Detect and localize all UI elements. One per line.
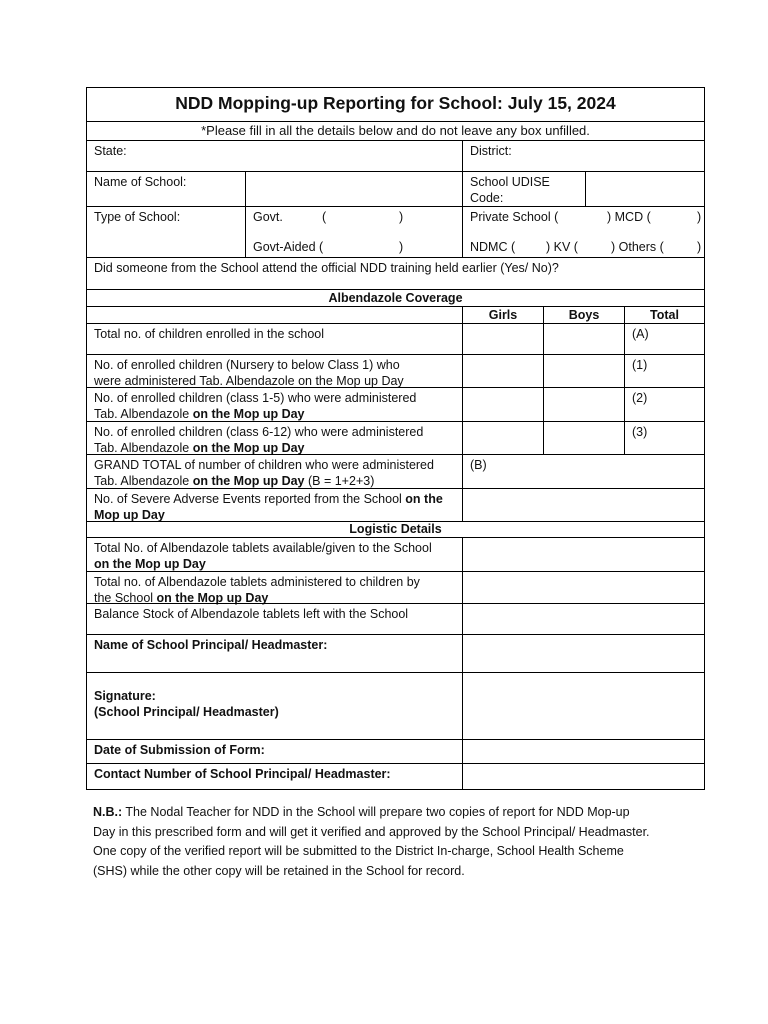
state-field[interactable] <box>87 141 462 171</box>
col-boys: Boys <box>543 307 624 323</box>
form-title: NDD Mopping-up Reporting for School: July 15, 2024 <box>175 93 616 113</box>
class612-label: No. of enrolled children (class 6-12) who were administered Tab. Albendazole on the Mop up Day <box>94 425 424 455</box>
grand-total-input[interactable] <box>462 455 704 488</box>
principal-name-row <box>87 634 704 672</box>
class15-mark: (2) <box>632 391 648 405</box>
govt-option[interactable]: Govt. <box>253 210 283 224</box>
nursery-mark: (1) <box>632 358 648 372</box>
sae-label: No. of Severe Adverse Events reported from the School on the Mop up Day <box>94 492 443 522</box>
class612-total-input[interactable] <box>624 422 704 454</box>
others-option[interactable]: ) Others ( <box>611 240 664 254</box>
govt-close-paren: ) <box>399 210 404 224</box>
tablets-available-input[interactable] <box>462 538 704 571</box>
nb-text: The Nodal Teacher for NDD in the School will prepare two copies of report for NDD Mop-up Day in this prescribed form and will get it verified and approved by the School Principal/ Headmaster. One copy of the verified report will be submitted to the District In-charge, School Health Scheme (SHS) while the other copy will be retained in the School for record. <box>93 805 650 878</box>
submission-date-label: Date of Submission of Form: <box>94 743 265 757</box>
nb-label: N.B.: <box>93 805 123 819</box>
district-label: District: <box>470 144 512 158</box>
mcd-close-paren: ) <box>697 210 702 224</box>
school-name-input[interactable] <box>245 172 462 206</box>
school-type-label: Type of School: <box>94 210 181 224</box>
logistic-header-row <box>87 521 704 537</box>
class15-row <box>87 387 704 421</box>
tablets-administered-label: Total no. of Albendazole tablets administered to children by the School on the Mop up Day <box>94 575 420 605</box>
tablets-available-label: Total No. of Albendazole tablets available/given to the School on the Mop up Day <box>94 541 432 571</box>
logistic-header: Logistic Details <box>349 522 442 536</box>
form-instruction: *Please fill in all the details below and do not leave any box unfilled. <box>87 121 704 140</box>
nb-note <box>93 803 653 881</box>
principal-name-label: Name of School Principal/ Headmaster: <box>94 638 328 652</box>
training-question[interactable]: Did someone from the School attend the official NDD training held earlier (Yes/ No)? <box>94 261 559 275</box>
balance-stock-input[interactable] <box>462 604 704 634</box>
principal-name-input[interactable] <box>462 635 704 672</box>
class612-girls-input[interactable] <box>462 422 543 454</box>
class612-boys-input[interactable] <box>543 422 624 454</box>
school-type-govt-options <box>245 207 462 257</box>
govt-aided-close-paren: ) <box>399 240 404 254</box>
private-school-option[interactable]: Private School ( <box>470 210 559 224</box>
contact-number-row <box>87 763 704 789</box>
school-name-label: Name of School: <box>94 175 187 189</box>
coverage-columns-row <box>87 306 704 323</box>
nursery-girls-input[interactable] <box>462 355 543 387</box>
signature-box[interactable] <box>462 673 704 739</box>
col-total: Total <box>624 307 704 323</box>
enrolled-row <box>87 323 704 354</box>
ndd-report-form <box>86 87 705 790</box>
tablets-administered-input[interactable] <box>462 572 704 603</box>
tablets-available-row <box>87 537 704 571</box>
contact-number-input[interactable] <box>462 764 704 789</box>
kv-option[interactable]: ) KV ( <box>546 240 578 254</box>
col-girls: Girls <box>462 307 543 323</box>
submission-date-input[interactable] <box>462 740 704 763</box>
nursery-label: No. of enrolled children (Nursery to below Class 1) who were administered Tab. Albendazole on the Mop up Day <box>94 358 404 388</box>
school-name-row <box>87 171 704 206</box>
class15-label: No. of enrolled children (class 1-5) who were administered Tab. Albendazole on the Mop up Day <box>94 391 417 421</box>
state-label: State: <box>94 144 127 158</box>
training-row <box>87 257 704 289</box>
signature-label: Signature: (School Principal/ Headmaster) <box>94 689 279 719</box>
nursery-row <box>87 354 704 387</box>
others-close-paren: ) <box>697 240 702 254</box>
class15-girls-input[interactable] <box>462 388 543 421</box>
enrolled-total-input[interactable] <box>624 324 704 354</box>
balance-stock-row <box>87 603 704 634</box>
ndmc-option[interactable]: NDMC ( <box>470 240 516 254</box>
udise-input[interactable] <box>585 172 704 206</box>
udise-label: School UDISE Code: <box>462 172 585 206</box>
grand-total-row <box>87 454 704 488</box>
tablets-administered-row <box>87 571 704 603</box>
mcd-option[interactable]: ) MCD ( <box>607 210 651 224</box>
class15-total-input[interactable] <box>624 388 704 421</box>
govt-aided-option[interactable]: Govt-Aided ( <box>253 240 324 254</box>
coverage-header-row <box>87 289 704 306</box>
district-field[interactable] <box>462 141 704 171</box>
sae-row <box>87 488 704 521</box>
nursery-boys-input[interactable] <box>543 355 624 387</box>
class15-boys-input[interactable] <box>543 388 624 421</box>
enrolled-mark: (A) <box>632 327 649 341</box>
submission-date-row <box>87 739 704 763</box>
balance-stock-label: Balance Stock of Albendazole tablets left with the School <box>94 607 409 621</box>
state-district-row <box>87 140 704 171</box>
enrolled-label: Total no. of children enrolled in the school <box>94 327 325 341</box>
coverage-header: Albendazole Coverage <box>328 291 463 305</box>
enrolled-boys-input[interactable] <box>543 324 624 354</box>
nursery-total-input[interactable] <box>624 355 704 387</box>
contact-number-label: Contact Number of School Principal/ Headmaster: <box>94 767 391 781</box>
school-type-row <box>87 206 704 257</box>
sae-input[interactable] <box>462 489 704 521</box>
class612-row <box>87 421 704 454</box>
grand-total-label: GRAND TOTAL of number of children who were administered Tab. Albendazole on the Mop up Day (B = 1+2+3) <box>94 458 434 488</box>
class612-mark: (3) <box>632 425 648 439</box>
govt-open-paren: ( <box>322 210 327 224</box>
enrolled-girls-input[interactable] <box>462 324 543 354</box>
grand-total-mark: (B) <box>470 458 487 472</box>
signature-row <box>87 672 704 739</box>
school-type-other-options <box>462 207 704 257</box>
